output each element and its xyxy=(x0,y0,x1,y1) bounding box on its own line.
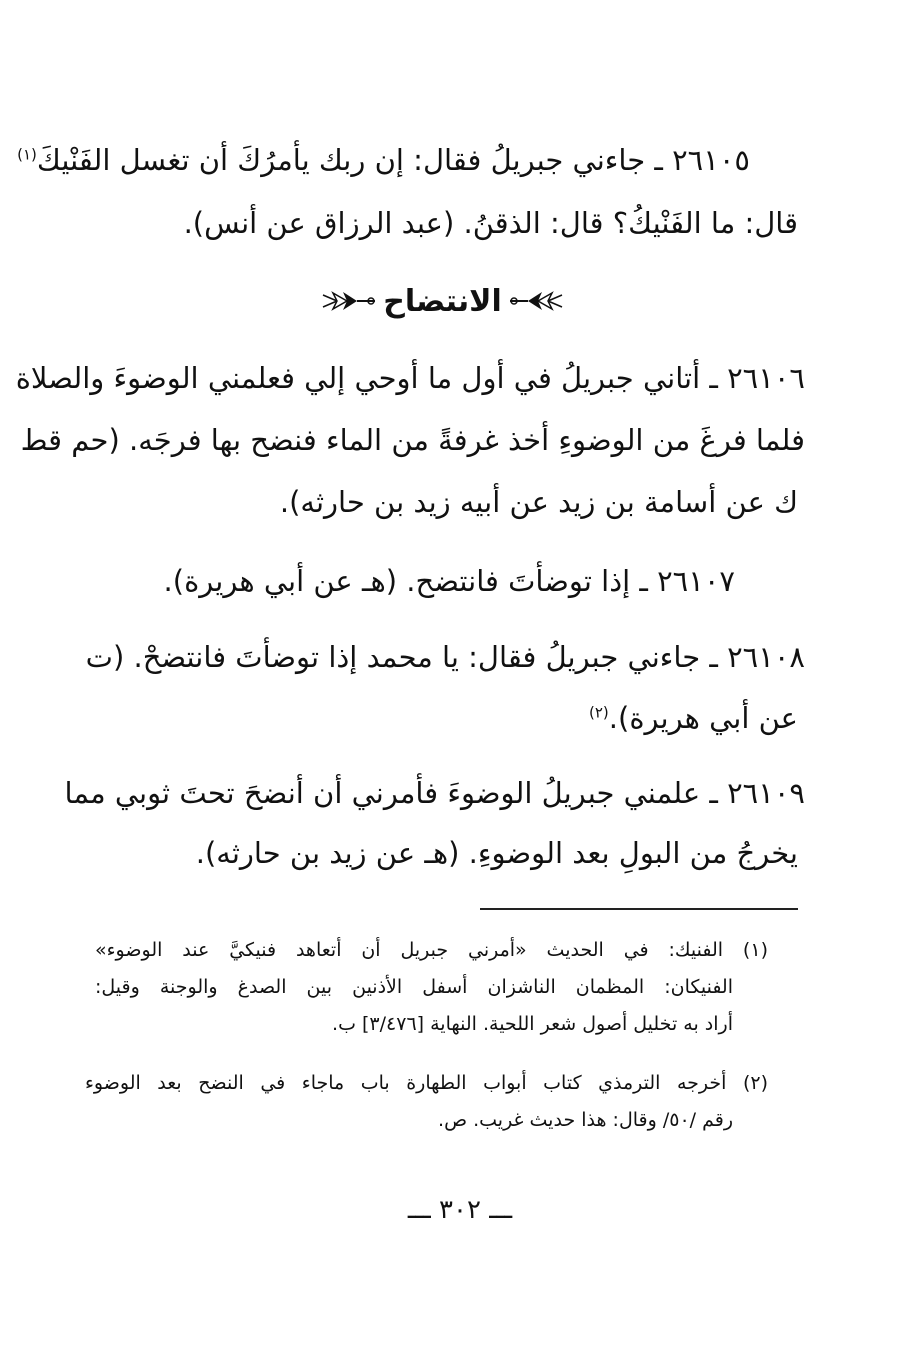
footnote-1-line-3: أراد به تخليل أصول شعر اللحية. النهاية [٣/٤٧٦] ب. xyxy=(332,1013,733,1035)
hadith-26108-line-2 xyxy=(400,698,798,738)
hadith-26109-line-2: يخرجُ من البولِ بعد الوضوءِ. (هـ عن زيد بن حارثه). xyxy=(195,836,798,870)
hadith-26106-line-3: ك عن أسامة بن زيد عن أبيه زيد بن حارثه). xyxy=(279,485,798,519)
section-heading-text: الانتضاح xyxy=(383,283,502,319)
footnote-2-line-1: (٢) أخرجه الترمذي كتاب أبواب الطهارة باب ماجاء في النضح بعد الوضوء xyxy=(85,1072,768,1094)
hadith-26108-line-1: ٢٦١٠٨ ـ جاءني جبريلُ فقال: يا محمد إذا توضأتَ فانتضحْ. (ت xyxy=(85,640,805,674)
hadith-26107-line-1: ٢٦١٠٧ ـ إذا توضأتَ فانتضح. (هـ عن أبي هريرة). xyxy=(163,564,735,598)
hadith-26108-text-2: عن أبي هريرة). xyxy=(608,701,798,735)
footnote-mark-1: (١) xyxy=(17,145,37,164)
hadith-26105-text-1: ٢٦١٠٥ ـ جاءني جبريلُ فقال: إن ربك يأمرُكَ أن تغسل الفَنْيكَ xyxy=(36,143,750,177)
footnote-divider xyxy=(480,908,798,910)
footnote-mark-2: (٢) xyxy=(589,703,609,722)
hadith-26105-line-1 xyxy=(17,140,750,180)
hadith-26105-line-2: قال: ما الفَنْيكُ؟ قال: الذقنُ. (عبد الرزاق عن أنس). xyxy=(183,206,798,240)
hadith-26106-line-2: فلما فرغَ من الوضوءِ أخذ غرفةً من الماء فنضح بها فرجَه. (حم قط xyxy=(20,423,805,457)
page-number: ـــ ٣٠٢ ـــ xyxy=(407,1195,513,1225)
hadith-26109-line-1: ٢٦١٠٩ ـ علمني جبريلُ الوضوءَ فأمرني أن أنضحَ تحتَ ثوبي مما xyxy=(64,776,805,810)
ornament-right-icon xyxy=(508,289,564,313)
section-heading xyxy=(320,276,565,326)
footnote-1-line-1: (١) الفنيك: في الحديث «أمرني جبريل أن أتعاهد فنيكيَّ عند الوضوء» xyxy=(95,939,768,961)
hadith-26106-line-1: ٢٦١٠٦ ـ أتاني جبريلُ في أول ما أوحي إلي فعلمني الوضوءَ والصلاة xyxy=(15,361,805,395)
footnote-2-line-2: رقم /٥٠/ وقال: هذا حديث غريب. ص. xyxy=(438,1109,733,1131)
footnote-1-line-2: الفنيكان: المظمان الناشزان أسفل الأذنين بين الصدغ والوجنة وقيل: xyxy=(95,976,733,998)
ornament-left-icon xyxy=(321,289,377,313)
